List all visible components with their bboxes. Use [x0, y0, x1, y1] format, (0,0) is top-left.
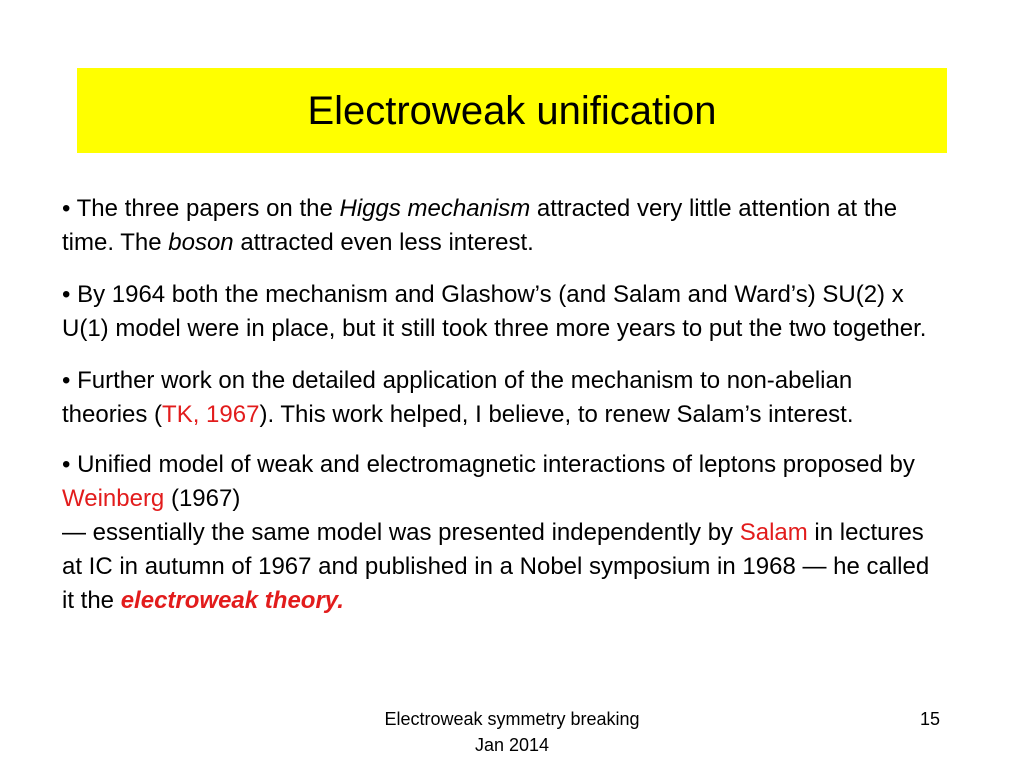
bullet-text: in lectures at IC in autumn of 1967 and published in a Nobel symposium in 1968 — he called it the: [62, 519, 930, 614]
citation-tk-1967: TK, 1967: [162, 401, 260, 428]
bullet-text: • By 1964 both the mechanism and Glashow’s (and Salam and Ward’s) SU(2) x U(1) model were in place, but it still took three more years to put the two together.: [62, 281, 927, 342]
bullet-text: attracted even less interest.: [233, 229, 534, 256]
footer-date: Jan 2014: [474, 735, 550, 755]
bullet-non-abelian: [62, 364, 942, 432]
term-electroweak-theory: electroweak theory.: [120, 587, 344, 614]
emphasis-boson: boson: [168, 229, 234, 256]
slide-body: [62, 192, 942, 618]
page-number: 15: [919, 709, 940, 729]
bullet-text: — essentially the same model was presented independently by: [62, 519, 740, 546]
bullet-text: • The three papers on the: [62, 195, 340, 222]
name-salam: Salam: [739, 519, 808, 546]
bullet-text: • Further work on the detailed application of the mechanism to non-abelian theories (: [62, 367, 853, 428]
emphasis-higgs-mechanism: Higgs mechanism: [339, 195, 531, 222]
footer-title: Electroweak symmetry breaking: [384, 709, 640, 729]
bullet-unified-model: [62, 448, 942, 618]
title-banner: [77, 68, 947, 153]
name-weinberg: Weinberg: [62, 485, 165, 512]
bullet-text: • Unified model of weak and electromagnetic interactions of leptons proposed by: [62, 451, 915, 478]
bullet-text: ). This work helped, I believe, to renew Salam’s interest.: [259, 401, 854, 428]
bullet-higgs-papers: [62, 192, 942, 260]
bullet-su2-model: [62, 278, 942, 346]
slide-footer: [312, 706, 712, 758]
bullet-text: attracted very little attention at the time. The: [62, 195, 898, 256]
slide-title: Electroweak unification: [307, 88, 717, 133]
bullet-text: (1967): [164, 485, 241, 512]
